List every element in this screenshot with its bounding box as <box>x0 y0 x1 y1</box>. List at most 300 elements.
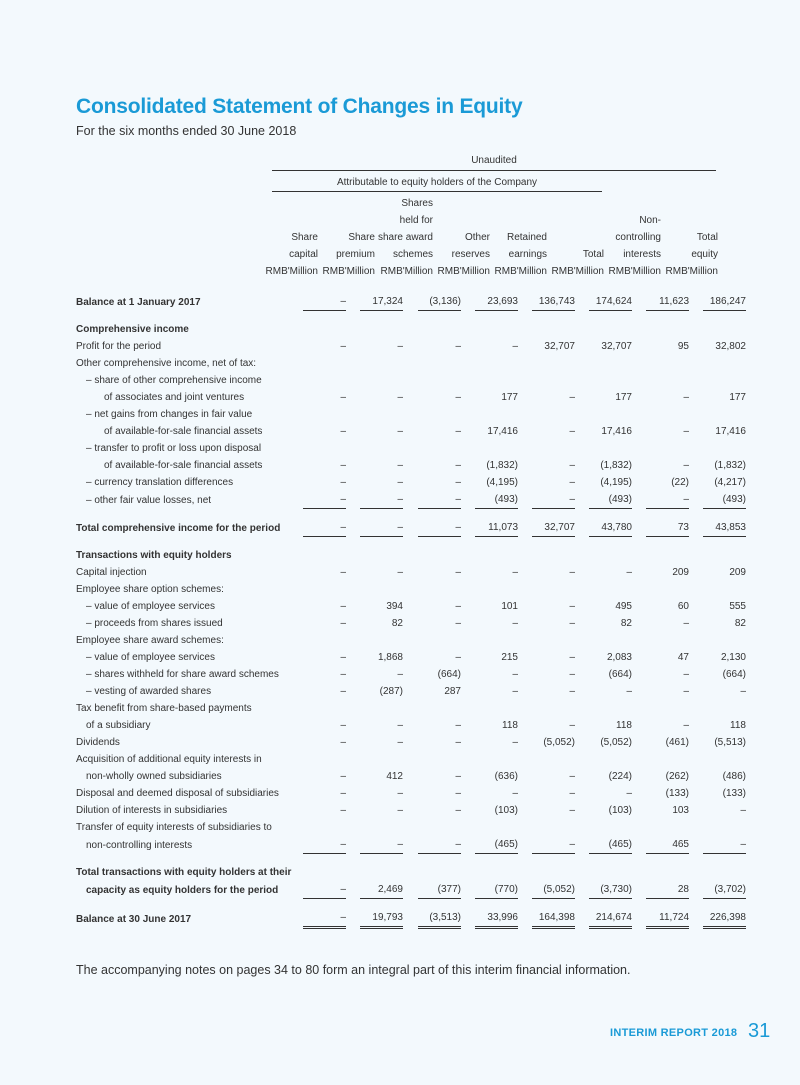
table-row <box>76 666 746 683</box>
cell-value: – <box>569 652 575 663</box>
cell-value: – <box>455 426 461 437</box>
value-cell <box>518 581 575 598</box>
column-header-line: RMB'Million <box>608 266 661 277</box>
value-cell <box>689 836 746 854</box>
value-cell <box>632 615 689 632</box>
value-cell <box>518 338 575 355</box>
value-cell <box>632 909 689 929</box>
column-header <box>430 198 490 280</box>
value-cell <box>632 581 689 598</box>
value-cell <box>346 734 403 751</box>
value-cell <box>461 491 518 509</box>
cell-value: (770) <box>475 881 518 899</box>
value-cell <box>518 519 575 537</box>
value-cell <box>575 683 632 700</box>
value-cell <box>346 683 403 700</box>
value-cell <box>300 751 346 768</box>
value-cell <box>403 321 461 338</box>
cell-value: (22) <box>671 477 689 488</box>
cell-value: – <box>703 836 746 854</box>
cell-value: – <box>340 460 346 471</box>
value-cell <box>575 768 632 785</box>
column-header-line: earnings <box>508 249 547 260</box>
value-cell <box>632 768 689 785</box>
column-header-line: Retained <box>506 232 547 243</box>
row-label: non-wholly owned subsidiaries <box>86 771 222 782</box>
footnote: The accompanying notes on pages 34 to 80 form an integral part of this interim financial information. <box>76 963 631 977</box>
value-cell <box>632 406 689 423</box>
cell-value: – <box>397 341 403 352</box>
value-cell <box>632 491 689 509</box>
value-cell <box>689 909 746 929</box>
value-cell <box>518 632 575 649</box>
column-header-line: Non- <box>639 215 661 226</box>
cell-value: – <box>569 460 575 471</box>
value-cell <box>689 717 746 734</box>
column-header-line: share award <box>377 232 433 243</box>
value-cell <box>461 768 518 785</box>
value-cell <box>632 338 689 355</box>
cell-value: 32,707 <box>532 519 575 537</box>
cell-value: 465 <box>646 836 689 854</box>
cell-value: 2,469 <box>360 881 403 899</box>
cell-value: (636) <box>494 771 518 782</box>
value-cell <box>518 615 575 632</box>
value-cell <box>461 836 518 854</box>
value-cell <box>575 457 632 474</box>
value-cell <box>632 649 689 666</box>
cell-value: – <box>340 477 346 488</box>
cell-value: – <box>418 491 461 509</box>
value-cell <box>403 768 461 785</box>
value-cell <box>689 338 746 355</box>
row-label: Total comprehensive income for the period <box>76 522 281 534</box>
cell-value: – <box>740 686 746 697</box>
cell-value: (1,832) <box>600 460 632 471</box>
table-row <box>76 836 746 854</box>
value-cell <box>403 666 461 683</box>
row-label: Transfer of equity interests of subsidiaries to <box>76 822 272 833</box>
cell-value: 32,707 <box>544 341 575 352</box>
cell-value: 82 <box>391 618 403 629</box>
value-cell <box>403 338 461 355</box>
cell-value: – <box>455 805 461 816</box>
cell-value: – <box>340 567 346 578</box>
cell-value: – <box>303 909 346 929</box>
value-cell <box>518 547 575 564</box>
cell-value: – <box>455 341 461 352</box>
value-cell <box>300 474 346 491</box>
cell-value: – <box>569 720 575 731</box>
cell-value: – <box>397 720 403 731</box>
value-cell <box>518 491 575 509</box>
value-cell <box>632 683 689 700</box>
cell-value: (461) <box>665 737 689 748</box>
cell-value: 47 <box>677 652 689 663</box>
cell-value: – <box>569 686 575 697</box>
value-cell <box>461 751 518 768</box>
value-cell <box>300 581 346 598</box>
cell-value: – <box>455 720 461 731</box>
column-header-line: interests <box>623 249 661 260</box>
cell-value: 11,623 <box>646 293 689 311</box>
value-cell <box>575 819 632 836</box>
value-cell <box>346 881 403 899</box>
value-cell <box>575 338 632 355</box>
cell-value: – <box>340 601 346 612</box>
table-row <box>76 293 746 311</box>
value-cell <box>632 864 689 881</box>
value-cell <box>518 649 575 666</box>
row-label: Dividends <box>76 737 120 748</box>
value-cell <box>300 881 346 899</box>
cell-value: – <box>455 788 461 799</box>
cell-value: – <box>340 426 346 437</box>
column-header <box>367 198 433 280</box>
row-label: – value of employee services <box>86 601 215 612</box>
value-cell <box>346 440 403 457</box>
spacer-row <box>76 899 746 909</box>
column-header-line: Share <box>291 232 318 243</box>
unaudited-band-label: Unaudited <box>471 155 517 166</box>
value-cell <box>461 581 518 598</box>
cell-value: 394 <box>386 601 403 612</box>
cell-value: – <box>340 618 346 629</box>
table-row <box>76 519 746 537</box>
value-cell <box>300 632 346 649</box>
value-cell <box>403 864 461 881</box>
cell-value: 177 <box>729 392 746 403</box>
cell-value: 43,853 <box>703 519 746 537</box>
value-cell <box>689 372 746 389</box>
value-cell <box>461 598 518 615</box>
cell-value: – <box>397 567 403 578</box>
value-cell <box>346 700 403 717</box>
value-cell <box>632 717 689 734</box>
cell-value: – <box>397 392 403 403</box>
cell-value: – <box>532 491 575 509</box>
cell-value: 186,247 <box>703 293 746 311</box>
row-label: – currency translation differences <box>86 477 234 488</box>
value-cell <box>575 666 632 683</box>
value-cell <box>300 372 346 389</box>
cell-value: 209 <box>672 567 689 578</box>
table-row <box>76 547 746 564</box>
cell-value: – <box>397 788 403 799</box>
row-label: – net gains from changes in fair value <box>86 409 253 420</box>
column-header-line: equity <box>691 249 718 260</box>
value-cell <box>300 389 346 406</box>
cell-value: – <box>340 788 346 799</box>
cell-value: (664) <box>608 669 632 680</box>
table-row <box>76 321 746 338</box>
value-cell <box>575 547 632 564</box>
cell-value: (1,832) <box>714 460 746 471</box>
cell-value: (5,513) <box>714 737 746 748</box>
spacer-row <box>76 537 746 547</box>
column-header <box>487 198 547 280</box>
value-cell <box>300 615 346 632</box>
value-cell <box>632 355 689 372</box>
attributable-band-rule <box>272 191 602 192</box>
value-cell <box>300 598 346 615</box>
value-cell <box>518 423 575 440</box>
cell-value: (664) <box>722 669 746 680</box>
value-cell <box>300 491 346 509</box>
value-cell <box>300 909 346 929</box>
value-cell <box>632 519 689 537</box>
value-cell <box>632 547 689 564</box>
column-header-line: schemes <box>392 249 433 260</box>
value-cell <box>403 717 461 734</box>
cell-value: (377) <box>418 881 461 899</box>
cell-value: 226,398 <box>703 909 746 929</box>
cell-value: (103) <box>494 805 518 816</box>
row-label: Tax benefit from share-based payments <box>76 703 252 714</box>
value-cell <box>403 881 461 899</box>
cell-value: – <box>512 669 518 680</box>
cell-value: – <box>397 805 403 816</box>
value-cell <box>300 457 346 474</box>
value-cell <box>346 491 403 509</box>
value-cell <box>403 700 461 717</box>
cell-value: – <box>569 392 575 403</box>
value-cell <box>632 700 689 717</box>
table-row <box>76 355 746 372</box>
value-cell <box>689 474 746 491</box>
value-cell <box>403 389 461 406</box>
cell-value: – <box>683 426 689 437</box>
value-cell <box>346 864 403 881</box>
value-cell <box>518 293 575 311</box>
value-cell <box>300 293 346 311</box>
value-cell <box>518 355 575 372</box>
value-cell <box>632 819 689 836</box>
cell-value: (5,052) <box>532 881 575 899</box>
table-row <box>76 700 746 717</box>
cell-value: – <box>512 737 518 748</box>
cell-value: (4,217) <box>714 477 746 488</box>
cell-value: – <box>683 669 689 680</box>
equity-statement-table <box>76 293 746 929</box>
spacer-row <box>76 311 746 321</box>
value-cell <box>689 819 746 836</box>
value-cell <box>632 564 689 581</box>
cell-value: – <box>303 293 346 311</box>
cell-value: (224) <box>608 771 632 782</box>
value-cell <box>300 440 346 457</box>
value-cell <box>300 321 346 338</box>
column-header-line: RMB'Million <box>437 266 490 277</box>
cell-value: 17,416 <box>487 426 518 437</box>
value-cell <box>403 564 461 581</box>
cell-value: – <box>340 737 346 748</box>
cell-value: 2,083 <box>606 652 632 663</box>
page-subtitle: For the six months ended 30 June 2018 <box>76 124 297 138</box>
value-cell <box>300 734 346 751</box>
table-row <box>76 751 746 768</box>
value-cell <box>632 372 689 389</box>
cell-value: – <box>455 618 461 629</box>
table-row <box>76 615 746 632</box>
value-cell <box>575 372 632 389</box>
cell-value: – <box>418 836 461 854</box>
cell-value: 209 <box>729 567 746 578</box>
cell-value: 214,674 <box>589 909 632 929</box>
column-header <box>544 198 604 280</box>
value-cell <box>632 881 689 899</box>
value-cell <box>346 293 403 311</box>
page-title: Consolidated Statement of Changes in Equity <box>76 95 523 118</box>
value-cell <box>575 909 632 929</box>
cell-value: – <box>569 669 575 680</box>
column-header-line: RMB'Million <box>494 266 547 277</box>
value-cell <box>575 564 632 581</box>
column-header <box>315 198 375 280</box>
value-cell <box>518 734 575 751</box>
cell-value: – <box>683 720 689 731</box>
value-cell <box>403 598 461 615</box>
value-cell <box>461 666 518 683</box>
table-row <box>76 406 746 423</box>
cell-value: (133) <box>722 788 746 799</box>
cell-value: – <box>340 669 346 680</box>
value-cell <box>300 649 346 666</box>
value-cell <box>346 581 403 598</box>
row-label: non-controlling interests <box>86 839 193 851</box>
column-header-line: Total <box>582 249 604 260</box>
cell-value: (664) <box>437 669 461 680</box>
value-cell <box>689 581 746 598</box>
column-header-line: RMB'Million <box>265 266 318 277</box>
cell-value: – <box>626 567 632 578</box>
cell-value: (3,702) <box>703 881 746 899</box>
cell-value: 33,996 <box>475 909 518 929</box>
value-cell <box>403 474 461 491</box>
value-cell <box>632 440 689 457</box>
value-cell <box>403 372 461 389</box>
cell-value: (493) <box>589 491 632 509</box>
value-cell <box>346 751 403 768</box>
table-row <box>76 338 746 355</box>
row-label: Balance at 30 June 2017 <box>76 913 192 925</box>
report-label: INTERIM REPORT 2018 <box>610 1027 738 1039</box>
row-label: capacity as equity holders for the period <box>86 884 279 896</box>
column-header-line: RMB'Million <box>551 266 604 277</box>
value-cell <box>689 293 746 311</box>
value-cell <box>689 768 746 785</box>
table-row <box>76 649 746 666</box>
column-header <box>599 198 661 280</box>
value-cell <box>300 355 346 372</box>
cell-value: 11,724 <box>646 909 689 929</box>
cell-value: (1,832) <box>486 460 518 471</box>
cell-value: – <box>626 686 632 697</box>
cell-value: – <box>512 618 518 629</box>
cell-value: – <box>340 341 346 352</box>
cell-value: – <box>532 836 575 854</box>
cell-value: – <box>340 805 346 816</box>
value-cell <box>300 785 346 802</box>
value-cell <box>461 615 518 632</box>
value-cell <box>461 338 518 355</box>
value-cell <box>346 321 403 338</box>
cell-value: 23,693 <box>475 293 518 311</box>
cell-value: 32,802 <box>715 341 746 352</box>
value-cell <box>346 836 403 854</box>
cell-value: (3,730) <box>589 881 632 899</box>
cell-value: – <box>455 567 461 578</box>
value-cell <box>575 881 632 899</box>
column-header-line: reserves <box>451 249 490 260</box>
column-header-line: premium <box>336 249 375 260</box>
cell-value: 118 <box>730 720 746 731</box>
row-label: – value of employee services <box>86 652 215 663</box>
column-header-line: Other <box>464 232 490 243</box>
value-cell <box>403 293 461 311</box>
cell-value: 174,624 <box>589 293 632 311</box>
value-cell <box>689 519 746 537</box>
table-row <box>76 457 746 474</box>
value-cell <box>461 734 518 751</box>
value-cell <box>403 457 461 474</box>
value-cell <box>346 768 403 785</box>
value-cell <box>346 355 403 372</box>
cell-value: 43,780 <box>589 519 632 537</box>
row-label: – share of other comprehensive income <box>86 375 262 386</box>
cell-value: – <box>455 601 461 612</box>
value-cell <box>518 598 575 615</box>
cell-value: (5,052) <box>543 737 575 748</box>
column-header-line: controlling <box>615 232 661 243</box>
value-cell <box>461 632 518 649</box>
row-label: – proceeds from shares issued <box>86 618 223 629</box>
row-label: – transfer to profit or loss upon disposal <box>86 443 262 454</box>
attributable-band-label: Attributable to equity holders of the Company <box>336 177 538 188</box>
value-cell <box>632 321 689 338</box>
value-cell <box>518 564 575 581</box>
row-label: Acquisition of additional equity interests in <box>76 754 262 765</box>
value-cell <box>300 836 346 854</box>
value-cell <box>518 457 575 474</box>
value-cell <box>403 632 461 649</box>
cell-value: 28 <box>646 881 689 899</box>
value-cell <box>300 819 346 836</box>
value-cell <box>346 615 403 632</box>
value-cell <box>461 372 518 389</box>
cell-value: – <box>512 341 518 352</box>
table-row <box>76 632 746 649</box>
value-cell <box>461 389 518 406</box>
cell-value: – <box>340 686 346 697</box>
value-cell <box>346 598 403 615</box>
value-cell <box>300 406 346 423</box>
value-cell <box>403 491 461 509</box>
value-cell <box>461 423 518 440</box>
value-cell <box>461 440 518 457</box>
cell-value: – <box>683 618 689 629</box>
table-row <box>76 389 746 406</box>
row-label: Balance at 1 January 2017 <box>76 296 201 308</box>
value-cell <box>689 802 746 819</box>
value-cell <box>632 751 689 768</box>
row-label: Comprehensive income <box>76 324 189 335</box>
value-cell <box>632 802 689 819</box>
value-cell <box>575 615 632 632</box>
value-cell <box>689 355 746 372</box>
value-cell <box>632 474 689 491</box>
cell-value: 118 <box>616 720 632 731</box>
